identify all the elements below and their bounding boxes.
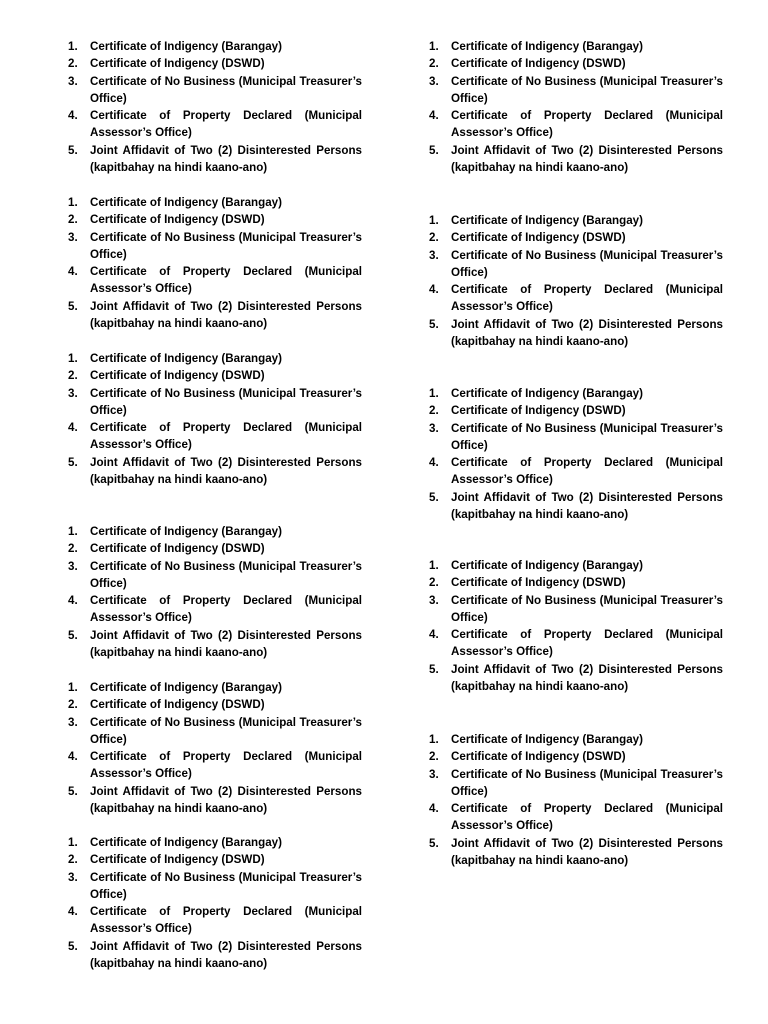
list-item — [62, 592, 362, 627]
list-item — [62, 523, 362, 540]
list-item — [423, 800, 723, 835]
requirements-list-right-3 — [423, 385, 723, 523]
item-text: Joint Affidavit of Two (2) Disinterested Persons (kapitbahay na hindi kaano-ano) — [90, 628, 362, 660]
item-number: 1. — [68, 681, 78, 694]
item-text: Joint Affidavit of Two (2) Disinterested Persons (kapitbahay na hindi kaano-ano) — [451, 836, 723, 868]
item-number: 3. — [429, 767, 439, 781]
item-number: 3. — [68, 870, 78, 884]
item-number: 3. — [68, 386, 78, 400]
list-item — [62, 107, 362, 142]
item-number: 2. — [68, 57, 78, 71]
requirements-list-left-3 — [62, 350, 362, 488]
item-number: 2. — [68, 698, 78, 712]
item-number: 4. — [429, 456, 439, 470]
item-text: Certificate of Indigency (Barangay) — [90, 681, 282, 694]
list-item — [62, 55, 362, 72]
item-number: 5. — [429, 490, 439, 504]
list-item — [423, 247, 723, 282]
item-number: 2. — [429, 404, 439, 418]
list-item — [62, 903, 362, 938]
item-number: 4. — [68, 905, 78, 919]
requirements-list-left-4 — [62, 523, 362, 661]
item-number: 1. — [68, 836, 78, 849]
item-number: 4. — [429, 628, 439, 642]
item-text: Certificate of Indigency (Barangay) — [451, 387, 643, 400]
list-item — [423, 592, 723, 627]
item-number: 2. — [68, 369, 78, 383]
list-item — [423, 212, 723, 229]
list-item — [423, 454, 723, 489]
list-item — [423, 766, 723, 801]
list-item — [62, 454, 362, 489]
item-number: 3. — [429, 421, 439, 435]
item-text: Joint Affidavit of Two (2) Disinterested Persons (kapitbahay na hindi kaano-ano) — [90, 939, 362, 971]
list-item — [423, 420, 723, 455]
requirements-list-left-5 — [62, 679, 362, 817]
item-text: Certificate of Indigency (Barangay) — [90, 525, 282, 538]
item-number: 1. — [68, 40, 78, 53]
requirements-list-right-5 — [423, 731, 723, 869]
list-item — [62, 834, 362, 851]
list-item — [423, 557, 723, 574]
item-text: Certificate of Property Declared (Municipal Assessor’s Office) — [90, 109, 362, 140]
item-text: Certificate of Indigency (DSWD) — [90, 57, 265, 71]
item-number: 3. — [68, 559, 78, 573]
list-item — [62, 748, 362, 783]
item-text: Certificate of Indigency (Barangay) — [451, 214, 643, 227]
item-number: 4. — [429, 109, 439, 123]
item-text: Joint Affidavit of Two (2) Disinterested Persons (kapitbahay na hindi kaano-ano) — [90, 299, 362, 331]
item-number: 3. — [68, 715, 78, 729]
item-number: 5. — [68, 455, 78, 469]
item-text: Certificate of Indigency (Barangay) — [451, 40, 643, 53]
item-number: 5. — [68, 939, 78, 953]
item-number: 4. — [429, 802, 439, 816]
item-text: Certificate of Property Declared (Municipal Assessor’s Office) — [90, 750, 362, 781]
item-text: Certificate of Property Declared (Municipal Assessor’s Office) — [90, 421, 362, 452]
list-item — [423, 661, 723, 696]
list-item — [423, 316, 723, 351]
list-item — [62, 714, 362, 749]
item-text: Joint Affidavit of Two (2) Disinterested Persons (kapitbahay na hindi kaano-ano) — [90, 455, 362, 487]
item-text: Certificate of Indigency (DSWD) — [451, 576, 626, 590]
list-item — [62, 679, 362, 696]
item-text: Certificate of Property Declared (Municipal Assessor’s Office) — [90, 594, 362, 625]
item-text: Certificate of Indigency (DSWD) — [451, 404, 626, 418]
item-number: 3. — [68, 74, 78, 88]
item-number: 5. — [68, 628, 78, 642]
item-number: 4. — [68, 421, 78, 435]
item-number: 3. — [429, 593, 439, 607]
list-item — [423, 142, 723, 177]
item-text: Joint Affidavit of Two (2) Disinterested Persons (kapitbahay na hindi kaano-ano) — [90, 784, 362, 816]
item-number: 1. — [68, 525, 78, 538]
item-number: 2. — [429, 750, 439, 764]
item-text: Certificate of No Business (Municipal Treasurer’s Office) — [451, 421, 723, 452]
item-number: 3. — [429, 74, 439, 88]
list-item — [62, 211, 362, 228]
item-text: Joint Affidavit of Two (2) Disinterested Persons (kapitbahay na hindi kaano-ano) — [451, 143, 723, 175]
requirements-list-right-4 — [423, 557, 723, 695]
item-text: Certificate of Indigency (Barangay) — [90, 836, 282, 849]
item-number: 5. — [429, 662, 439, 676]
item-number: 5. — [429, 143, 439, 157]
list-item — [62, 627, 362, 662]
item-number: 1. — [68, 352, 78, 365]
item-text: Certificate of No Business (Municipal Treasurer’s Office) — [90, 715, 362, 746]
list-item — [62, 540, 362, 557]
item-number: 2. — [429, 576, 439, 590]
list-item — [62, 558, 362, 593]
item-text: Certificate of Property Declared (Municipal Assessor’s Office) — [451, 628, 723, 659]
item-number: 5. — [429, 317, 439, 331]
item-number: 5. — [68, 143, 78, 157]
list-item — [423, 229, 723, 246]
item-text: Certificate of Property Declared (Municipal Assessor’s Office) — [90, 905, 362, 936]
item-number: 5. — [68, 784, 78, 798]
item-number: 1. — [429, 214, 439, 227]
item-text: Certificate of Property Declared (Municipal Assessor’s Office) — [451, 283, 723, 314]
item-number: 5. — [68, 299, 78, 313]
item-number: 4. — [68, 594, 78, 608]
item-text: Certificate of Indigency (Barangay) — [451, 559, 643, 572]
item-number: 2. — [68, 542, 78, 556]
list-item — [423, 73, 723, 108]
requirements-list-right-1 — [423, 38, 723, 176]
item-number: 1. — [68, 196, 78, 209]
list-item — [62, 869, 362, 904]
requirements-list-left-2 — [62, 194, 362, 332]
item-text: Certificate of Indigency (Barangay) — [90, 196, 282, 209]
item-number: 4. — [68, 265, 78, 279]
item-text: Certificate of No Business (Municipal Treasurer’s Office) — [451, 767, 723, 798]
item-text: Certificate of Indigency (Barangay) — [90, 352, 282, 365]
requirements-list-left-1 — [62, 38, 362, 176]
item-text: Certificate of Indigency (DSWD) — [90, 213, 265, 227]
item-text: Certificate of Indigency (Barangay) — [451, 733, 643, 746]
item-text: Certificate of No Business (Municipal Treasurer’s Office) — [451, 248, 723, 279]
list-item — [423, 626, 723, 661]
list-item — [423, 385, 723, 402]
item-number: 1. — [429, 559, 439, 572]
item-number: 2. — [68, 853, 78, 867]
item-text: Joint Affidavit of Two (2) Disinterested Persons (kapitbahay na hindi kaano-ano) — [451, 662, 723, 694]
list-item — [62, 73, 362, 108]
list-item — [62, 142, 362, 177]
item-number: 2. — [68, 213, 78, 227]
list-item — [62, 194, 362, 211]
list-item — [423, 281, 723, 316]
item-text: Certificate of Property Declared (Municipal Assessor’s Office) — [451, 456, 723, 487]
list-item — [62, 350, 362, 367]
item-text: Certificate of Indigency (DSWD) — [451, 750, 626, 764]
item-text: Certificate of No Business (Municipal Treasurer’s Office) — [90, 559, 362, 590]
item-text: Certificate of Indigency (DSWD) — [90, 369, 265, 383]
item-text: Certificate of No Business (Municipal Treasurer’s Office) — [451, 74, 723, 105]
item-number: 4. — [68, 109, 78, 123]
item-text: Certificate of Property Declared (Municipal Assessor’s Office) — [451, 802, 723, 833]
list-item — [423, 835, 723, 870]
list-item — [62, 229, 362, 264]
list-item — [423, 107, 723, 142]
item-text: Certificate of Property Declared (Municipal Assessor’s Office) — [90, 265, 362, 296]
item-text: Certificate of Indigency (DSWD) — [90, 698, 265, 712]
list-item — [62, 385, 362, 420]
list-item — [423, 574, 723, 591]
list-item — [423, 55, 723, 72]
item-text: Joint Affidavit of Two (2) Disinterested Persons (kapitbahay na hindi kaano-ano) — [90, 143, 362, 175]
item-text: Certificate of No Business (Municipal Treasurer’s Office) — [90, 870, 362, 901]
list-item — [423, 38, 723, 55]
item-text: Certificate of Indigency (DSWD) — [451, 57, 626, 71]
list-item — [423, 748, 723, 765]
item-text: Certificate of No Business (Municipal Treasurer’s Office) — [90, 230, 362, 261]
item-text: Joint Affidavit of Two (2) Disinterested Persons (kapitbahay na hindi kaano-ano) — [451, 317, 723, 349]
item-text: Certificate of Indigency (DSWD) — [90, 542, 265, 556]
item-number: 1. — [429, 40, 439, 53]
item-text: Joint Affidavit of Two (2) Disinterested Persons (kapitbahay na hindi kaano-ano) — [451, 490, 723, 522]
requirements-list-left-6 — [62, 834, 362, 972]
item-number: 2. — [429, 231, 439, 245]
item-number: 5. — [429, 836, 439, 850]
item-number: 2. — [429, 57, 439, 71]
list-item — [62, 938, 362, 973]
item-text: Certificate of No Business (Municipal Treasurer’s Office) — [90, 74, 362, 105]
item-number: 1. — [429, 387, 439, 400]
list-item — [62, 263, 362, 298]
list-item — [423, 489, 723, 524]
list-item — [62, 38, 362, 55]
list-item — [423, 731, 723, 748]
item-number: 4. — [68, 750, 78, 764]
item-number: 4. — [429, 283, 439, 297]
list-item — [62, 419, 362, 454]
requirements-list-right-2 — [423, 212, 723, 350]
list-item — [62, 851, 362, 868]
list-item — [62, 298, 362, 333]
item-number: 1. — [429, 733, 439, 746]
list-item — [62, 367, 362, 384]
item-text: Certificate of No Business (Municipal Treasurer’s Office) — [90, 386, 362, 417]
list-item — [62, 783, 362, 818]
item-text: Certificate of Indigency (DSWD) — [451, 231, 626, 245]
item-text: Certificate of Indigency (Barangay) — [90, 40, 282, 53]
item-number: 3. — [429, 248, 439, 262]
item-number: 3. — [68, 230, 78, 244]
item-text: Certificate of Indigency (DSWD) — [90, 853, 265, 867]
item-text: Certificate of Property Declared (Municipal Assessor’s Office) — [451, 109, 723, 140]
item-text: Certificate of No Business (Municipal Treasurer’s Office) — [451, 593, 723, 624]
list-item — [62, 696, 362, 713]
list-item — [423, 402, 723, 419]
